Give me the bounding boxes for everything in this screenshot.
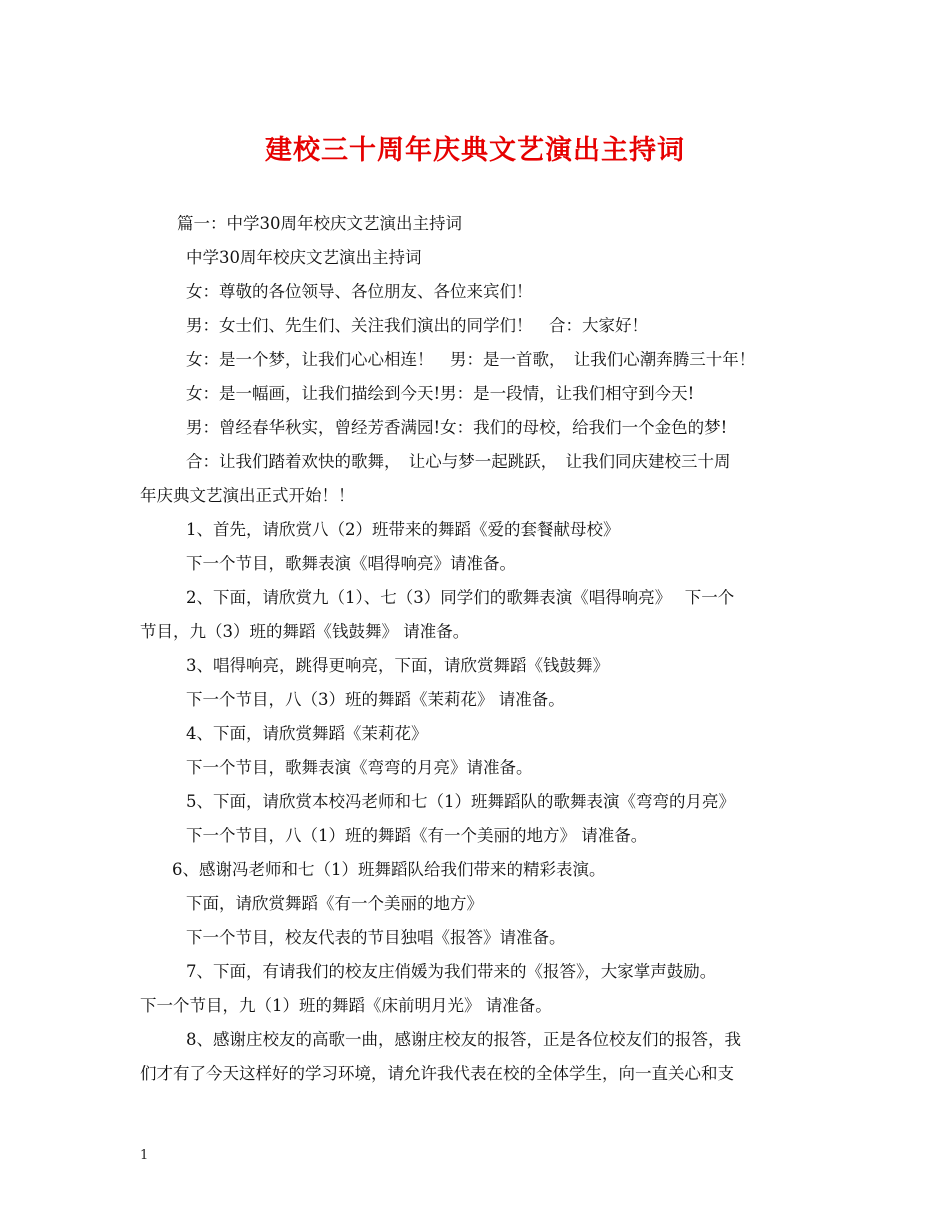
text-line: 下一个节目，歌舞表演《唱得响亮》请准备。 <box>186 554 516 573</box>
text-line: 篇一：中学30周年校庆文艺演出主持词 <box>177 214 462 233</box>
text-line: 下面，请欣赏舞蹈《有一个美丽的地方》 <box>186 894 483 913</box>
text-line: 5、下面，请欣赏本校冯老师和七（1）班舞蹈队的歌舞表演《弯弯的月亮》 <box>186 792 735 811</box>
text-line: 3、唱得响亮，跳得更响亮，下面，请欣赏舞蹈《钱鼓舞》 <box>186 656 609 675</box>
text-line: 下一个节目，歌舞表演《弯弯的月亮》请准备。 <box>186 758 533 777</box>
page-number: 1 <box>140 1148 149 1163</box>
text-line: 合：让我们踏着欢快的歌舞， 让心与梦一起跳跃， 让我们同庆建校三十周 <box>186 452 731 471</box>
text-line: 中学30周年校庆文艺演出主持词 <box>186 248 422 267</box>
text-line: 男：曾经春华秋实，曾经芳香满园!女：我们的母校，给我们一个金色的梦! <box>186 418 728 437</box>
text-line: 8、感谢庄校友的高歌一曲，感谢庄校友的报答，正是各位校友们的报答，我 <box>186 1030 741 1049</box>
text-line: 4、下面，请欣赏舞蹈《茉莉花》 <box>186 724 428 743</box>
text-line: 男：女士们、先生们、关注我们演出的同学们！ 合：大家好！ <box>186 316 648 335</box>
text-line: 下一个节目，八（1）班的舞蹈《有一个美丽的地方》 请准备。 <box>186 826 648 845</box>
text-line: 6、感谢冯老师和七（1）班舞蹈队给我们带来的精彩表演。 <box>172 860 606 879</box>
text-line: 7、下面，有请我们的校友庄俏媛为我们带来的《报答》，大家掌声鼓励。 <box>186 962 717 981</box>
text-line: 2、下面，请欣赏九（1）、七（3）同学们的歌舞表演《唱得响亮》 下一个 <box>186 588 735 607</box>
text-line: 女：尊敬的各位领导、各位朋友、各位来宾们！ <box>186 282 533 301</box>
document-title: 建校三十周年庆典文艺演出主持词 <box>265 135 685 166</box>
text-line: 下一个节目，八（3）班的舞蹈《茉莉花》 请准备。 <box>186 690 565 709</box>
text-line: 1、首先，请欣赏八（2）班带来的舞蹈《爱的套餐献母校》 <box>186 520 620 539</box>
text-line: 女：是一个梦，让我们心心相连！ 男：是一首歌， 让我们心潮奔腾三十年！ <box>186 350 756 369</box>
text-line: 年庆典文艺演出正式开始！！ <box>140 486 355 505</box>
text-line: 下一个节目，校友代表的节目独唱《报答》请准备。 <box>186 928 566 947</box>
text-line: 节目，九（3）班的舞蹈《钱鼓舞》 请准备。 <box>140 622 470 641</box>
document-body <box>140 207 815 1091</box>
text-line: 女：是一幅画，让我们描绘到今天!男：是一段情，让我们相守到今天! <box>186 384 695 403</box>
text-line: 下一个节目，九（1）班的舞蹈《床前明月光》 请准备。 <box>140 996 552 1015</box>
text-line: 们才有了今天这样好的学习环境，请允许我代表在校的全体学生，向一直关心和支 <box>140 1064 734 1083</box>
